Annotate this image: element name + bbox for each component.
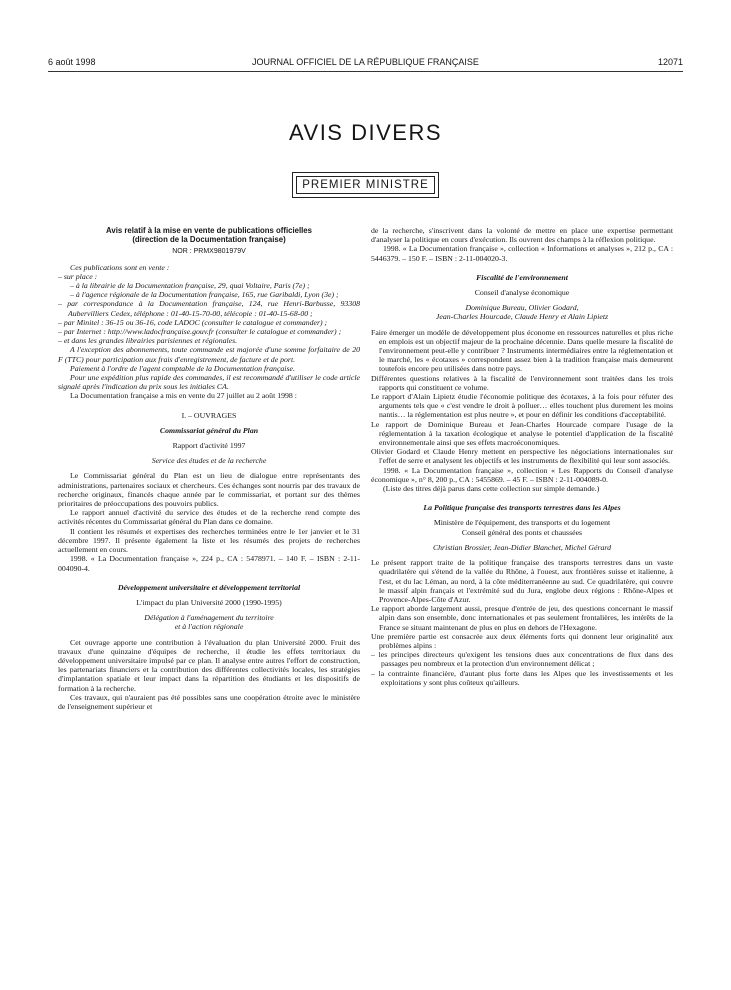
nor-reference: NOR : PRMX9801979V — [172, 248, 246, 256]
list-item: – à l'agence régionale de la Documentation française, 165, rue Garibaldi, Lyon (3e) ; — [70, 290, 339, 300]
header-page-number: 12071 — [657, 57, 683, 67]
delegation-line: Délégation à l'aménagement du territoire — [144, 613, 274, 623]
list-item: – par Internet : http://www.ladocfrançaise.gouv.fr (consulter le catalogue et commander) ; — [58, 327, 342, 337]
paragraph: Une première partie est consacrée aux deux éléments forts qui donnent leur originalité aux problèmes alpins : — [371, 631, 673, 650]
expedition-text: Pour une expédition plus rapide des commandes, il est recommandé d'utiliser le code article signalé après l'indication du prix sous les initiales CA. — [58, 373, 360, 392]
ouvrages-heading: I. – OUVRAGES — [181, 410, 237, 420]
paragraph: Cet ouvrage apporte une contribution à l'évaluation du plan Université 2000. Fruit des travaux d'une quinzaine d'équipes de recherche, il étudie les effets territoriaux du développement universitaire impulsé par ce plan. Il analyse entre autres l'effort de construction, les partenariats financiers et la contribution des différentes collectivités locales, les stratégies d'implantation spatiale et leur impact dans la répartition des étudiants et les dispositifs de formation à la recherche. — [58, 637, 360, 693]
paragraph: Différentes questions relatives à la fiscalité de l'environnement sont traitées dans les trois rapports qui constituent ce volume. — [371, 373, 673, 392]
list-item: – par correspondance à la Documentation française, 124, rue Henri-Barbusse, 93308 Aubervilliers Cedex, téléphone : 01-40-15-70-00, télécopie : 01-40-15-68-00 ; — [58, 299, 360, 318]
paragraph: Le rapport d'Alain Lipietz étudie l'économie politique des écotaxes, à la fois pour réfuter des arguments tels que « c'est vendre le droit à polluer… elles touchent plus durement les moins nantis… la réglementation est plus neutre », et pour en définir les conditions d'acceptabilité. — [371, 392, 673, 420]
list-item: – la contrainte financière, d'autant plus forte dans les Alpes que les investissements et les exploitations y sont plus coûteux qu'ailleurs. — [371, 668, 673, 687]
paragraph: de la recherche, s'inscrivent dans la volonté de mettre en place une expertise permettant d'analyser la politique en cours d'exécution. Ils ouvrent des champs à la réflexion politique. — [371, 226, 673, 245]
list-item: – sur place : — [58, 271, 98, 281]
list-item: – et dans les grandes librairies parisiennes et régionales. — [58, 336, 238, 346]
ministere-line: Ministère de l'équipement, des transports et du logement — [433, 518, 611, 528]
reference-line: 1998. « La Documentation française », 224 p., CA : 5478971. – 140 F. – ISBN : 2-11-004090-4. — [58, 554, 360, 573]
mise-en-vente-text: La Documentation française a mis en vente du 27 juillet au 2 août 1998 : — [70, 391, 297, 401]
authors-line: Christian Brossier, Jean-Didier Blanchet, Michel Gérard — [432, 542, 612, 552]
list-item: – à la librairie de la Documentation française, 29, quai Voltaire, Paris (7e) ; — [70, 281, 310, 291]
section-box-wrapper — [0, 175, 731, 194]
paragraph: Le rapport de Dominique Bureau et Jean-Charles Hourcade compare l'usage de la réglementation à la taxation écologique et analyse le potentiel d'application de la fiscalité environnementale ainsi que ses effets macroéconomiques. — [371, 419, 673, 448]
avis-heading: Avis relatif à la mise en vente de publications officielles — [106, 226, 312, 235]
delegation-line: et à l'action régionale — [174, 622, 244, 632]
header-date: 6 août 1998 — [48, 57, 96, 67]
rapport-title: Rapport d'activité 1997 — [172, 441, 246, 451]
avis-subheading: (direction de la Documentation française) — [132, 235, 286, 245]
paragraph: Le rapport annuel d'activité du service des études et de la recherche rend compte des activités récentes du Commissariat général du Plan dans ce domaine. — [58, 508, 360, 527]
impact-title: L'impact du plan Université 2000 (1990-1995) — [136, 597, 282, 607]
authors-line: Dominique Bureau, Olivier Godard, — [465, 303, 579, 313]
intro-text: Ces publications sont en vente : — [70, 262, 170, 272]
service-title: Service des études et de la recherche — [151, 456, 267, 466]
paragraph: Le Commissariat général du Plan est un lieu de dialogue entre représentants des administrations, partenaires sociaux et chercheurs. Ces échanges sont nourris par des travaux de recherche originaux, financés chaque année par le commissariat, et portant sur des thèmes prioritaires de préoccupations des pouvoirs publics. — [58, 471, 360, 509]
authors-line: Jean-Charles Hourcade, Claude Henry et Alain Lipietz — [435, 312, 609, 322]
ministere-line: Conseil général des ponts et chaussées — [461, 527, 583, 537]
paragraph: Olivier Godard et Claude Henry mettent en perspective les négociations internationales sur l'effet de serre et analysent les objectifs et les instruments de flexibilité qui leur sont associés. — [371, 447, 673, 466]
paiement-text: Paiement à l'ordre de l'agent comptable de la Documentation française. — [70, 363, 295, 373]
paragraph: Le présent rapport traite de la politique française des transports terrestres dans un vaste quadrilatère qui s'étend de la vallée du Rhône, à l'ouest, aux frontières suisse et italienne, à l'est, et du lac Léman, au nord, à la côte méditerranéenne au sud. Ce quadrilatère, qui couvre le massif alpin français et l'extrémité sud du Jura, englobe deux régions : Rhône-Alpes et Provence-Alpes-Côte d'Azur. — [371, 558, 673, 604]
page-header — [48, 57, 683, 71]
header-journal: JOURNAL OFFICIEL DE LA RÉPUBLIQUE FRANÇAISE — [252, 57, 479, 67]
reference-line: 1998. « La Documentation française », collection « Informations et analyses », 212 p., CA : 5446379. – 150 F. – ISBN : 2-11-004020-3. — [371, 244, 673, 263]
header-rule — [48, 71, 683, 72]
section-box: PREMIER MINISTRE — [296, 176, 435, 194]
politique-heading: La Politique française des transports terrestres dans les Alpes — [423, 503, 621, 513]
commissariat-heading: Commissariat général du Plan — [159, 425, 259, 435]
reference-line: 1998. « La Documentation française », collection « Les Rapports du Conseil d'analyse économique », n° 8, 200 p., CA : 5455869. – 45 F. – ISBN : 2-11-004089-0. — [371, 465, 673, 484]
left-column — [58, 226, 360, 711]
liste-note: (Liste des titres déjà parus dans cette collection sur simple demande.) — [383, 484, 600, 494]
paragraph: Il contient les résumés et expertises des recherches terminées entre le 1er janvier et le 31 décembre 1997. Il présente également la liste et les résumés des projets de recherches actuellement en cours. — [58, 526, 360, 555]
conseil-title: Conseil d'analyse économique — [474, 288, 570, 298]
list-item: – les principes directeurs qu'exigent les tensions dues aux concentrations de flux dans des passages peu nombreux et la protection d'un environnement délicat ; — [371, 650, 673, 669]
fiscalite-heading: Fiscalité de l'environnement — [476, 272, 568, 282]
dev-heading: Développement universitaire et développement territorial — [117, 582, 301, 592]
right-column — [371, 226, 673, 687]
paragraph: Faire émerger un modèle de développement plus économe en ressources naturelles et plus riche en emplois est un objectif majeur de la prochaine décennie. Dans quelle mesure la fiscalité de l'environnement peut-elle y contribuer ? Instruments intermédiaires entre la réglementation et le marché, les « écotaxes » correspondent assez bien à la tradition française mais demeurent toutefois encore peu utilisées dans notre pays. — [371, 327, 673, 374]
paragraph: Ces travaux, qui n'auraient pas été possibles sans une coopération étroite avec le ministère de l'enseignement supérieur et — [58, 692, 360, 711]
list-item: – par Minitel : 36-15 ou 36-16, code LADOC (consulter le catalogue et commander) ; — [58, 317, 328, 327]
exception-text: A l'exception des abonnements, toute commande est majorée d'une somme forfaitaire de 20 F (TTC) pour participation aux frais d'enregistrement, de facture et de port. — [58, 345, 360, 364]
page-title: AVIS DIVERS — [288, 120, 443, 145]
paragraph: Le rapport aborde largement aussi, presque d'entrée de jeu, des questions concernant le massif alpin dans son ensemble, donc internationales et pas seulement frontalières, les intérêts de la France se situant maintenant de plus en plus en dehors de l'Hexagone. — [371, 604, 673, 632]
